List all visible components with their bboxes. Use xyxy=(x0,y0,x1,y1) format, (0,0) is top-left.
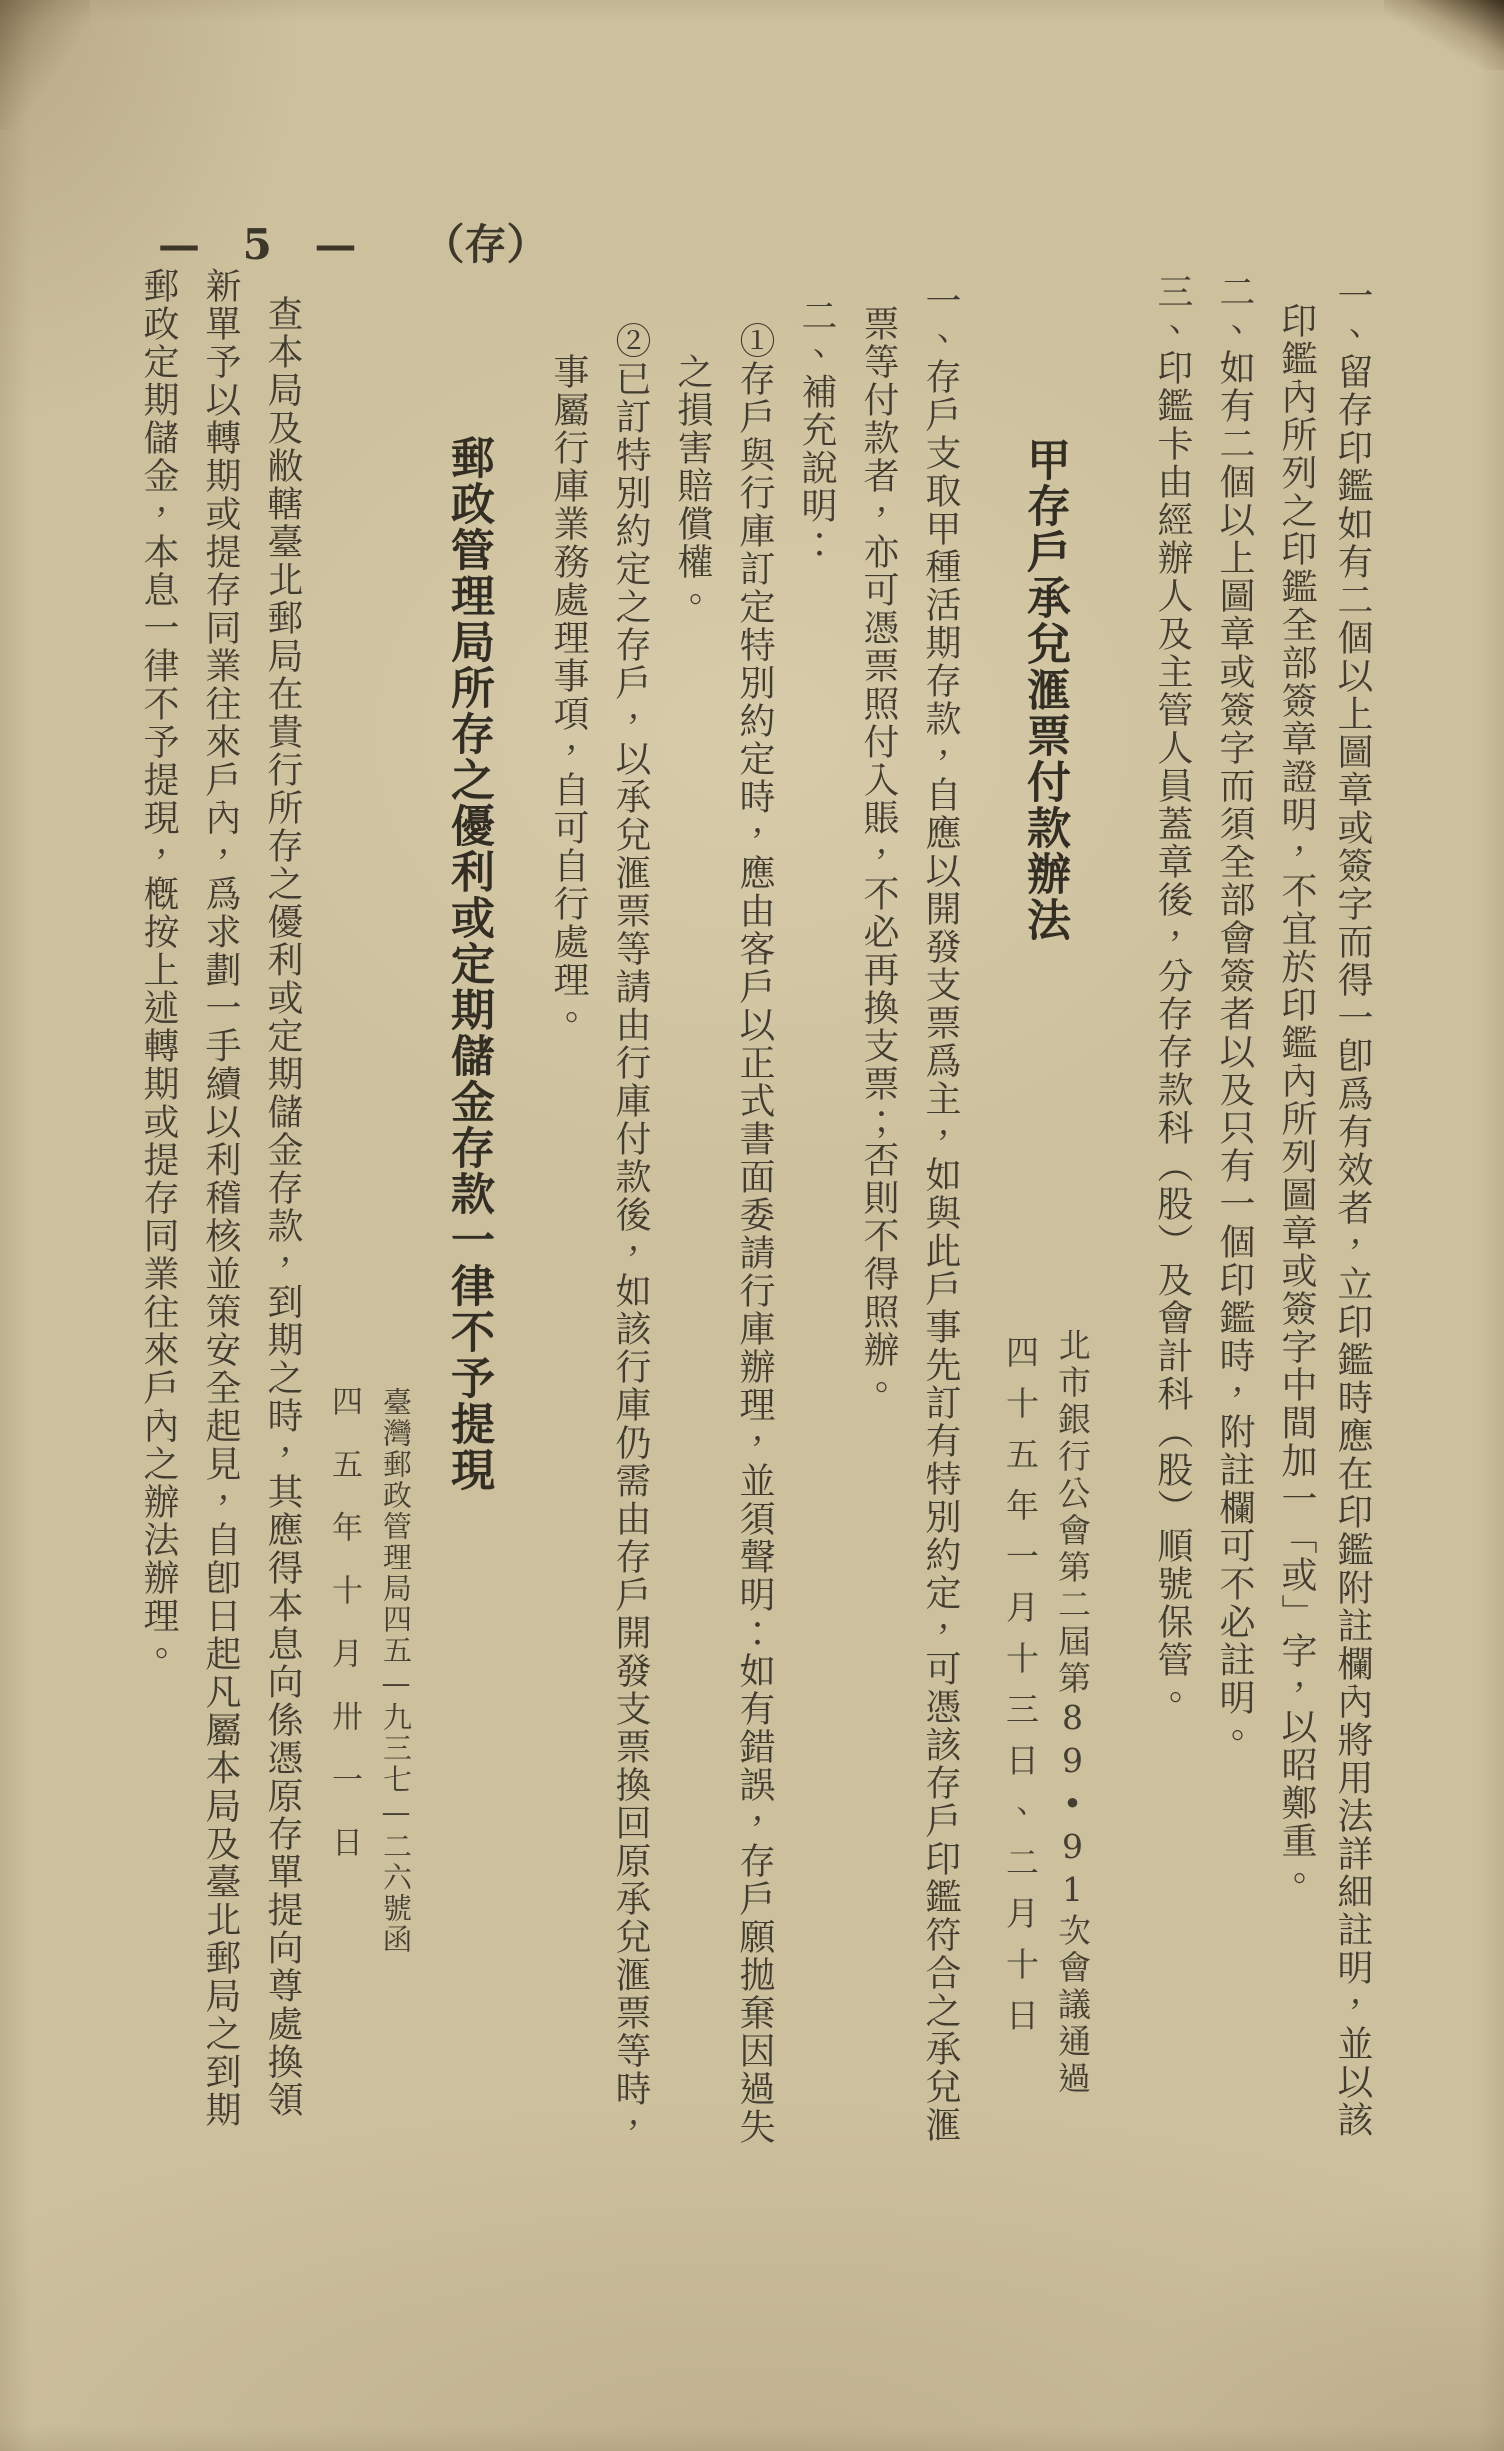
postal-source-column: 臺灣郵政管理局四五—九三七—二六號函 xyxy=(379,1387,413,1955)
postal-section-title: 郵政管理局所存之優利或定期儲金存款一律不予提現 xyxy=(443,435,494,1493)
acceptance-date-column: 四十五年一月十三日、二月十日 xyxy=(1001,1335,1040,2049)
scan-corner-shadow-top-left xyxy=(0,0,90,130)
postal-date-column: 四五年十月卅一日 xyxy=(326,1385,362,1889)
page-number: — 5 — xyxy=(158,220,371,269)
acceptance-source-column: 北市銀行公會第二屆第89•91次會議通過 xyxy=(1053,1328,1092,2098)
acceptance-item1-column-cont: 票等付款者，亦可憑票照付入賬，不必再換支票；否則不得照辦。 xyxy=(858,305,899,1407)
seal-rule-item1-column-cont: 印鑑內所列之印鑑全部簽章證明，不宜於印鑑內所列圖章或簽字中間加一「或」字，以昭鄭重。 xyxy=(1276,302,1317,1898)
acceptance-note2-column-cont: 事屬行庫業務處理事項，自可自行處理。 xyxy=(548,353,589,1037)
acceptance-section-title: 甲存戶承兌滙票付款辦法 xyxy=(1019,437,1070,943)
page-header xyxy=(158,212,548,272)
seal-rule-item1-column-start: 一、留存印鑑如有二個以上圖章或簽字而得一卽爲有效者，立印鑑時應在印鑑附註欄內將用法詳細註明，並以該 xyxy=(1332,277,1373,2139)
seal-rule-item2-column: 二、如有二個以上圖章或簽字而須全部會簽者以及只有一個印鑑時，附註欄可不必註明。 xyxy=(1214,273,1255,1755)
postal-body-column-cont2: 郵政定期儲金，本息一律不予提現，槪按上述轉期或提存同業往來戶內之辦法辦理。 xyxy=(138,267,179,1673)
scan-corner-shadow-top-right xyxy=(1384,0,1504,70)
acceptance-item2-heading-column: 二、補充說明： xyxy=(796,297,837,563)
acceptance-note1-column-start: ①存戶與行庫訂定特別約定時，應由客戶以正式書面委請行庫辦理，並須聲明：如有錯誤，存戶願拋棄因過失 xyxy=(734,322,775,2146)
acceptance-note2-column-start: ②已訂特別約定之存戶，以承兌滙票等請由行庫付款後，如該行庫仍需由存戶開發支票換回原承兌滙票等時， xyxy=(610,322,651,2146)
postal-body-column-cont1: 新單予以轉期或提存同業往來戶內，爲求劃一手續以利稽核並策安全起見，自卽日起凡屬本局及臺北郵局之到期 xyxy=(200,267,241,2129)
postal-body-column-start: 查本局及敝轄臺北郵局在貴行所存之優利或定期儲金存款，到期之時，其應得本息向係憑原存單提向尊處換領 xyxy=(262,295,303,2119)
acceptance-item1-column-start: 一、存戶支取甲種活期存款，自應以開發支票爲主，如與此戶事先訂有特別約定，可憑該存戶印鑑符合之承兌滙 xyxy=(920,282,961,2144)
acceptance-note1-column-cont: 之損害賠償權。 xyxy=(672,353,713,619)
page-category-label: （存） xyxy=(422,220,549,269)
seal-rule-item3-column: 三、印鑑卡由經辦人及主管人員蓋章後，分存存款科（股）及會計科（股）順號保管。 xyxy=(1152,273,1193,1717)
